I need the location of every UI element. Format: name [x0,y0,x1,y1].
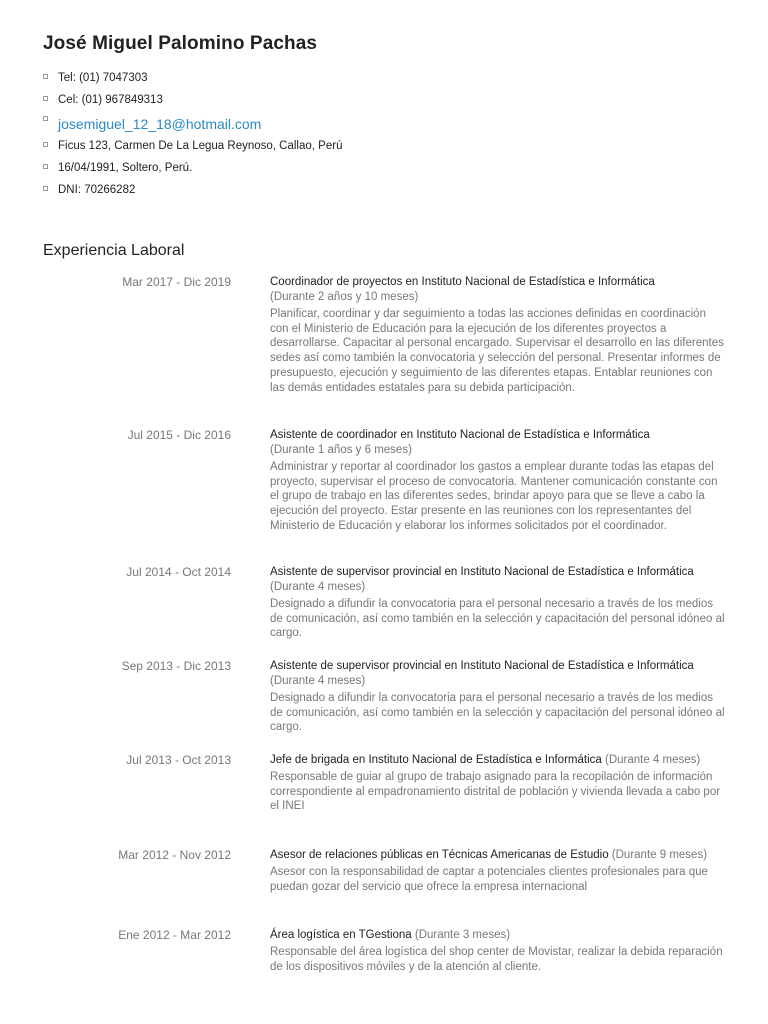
job-duration: (Durante 4 meses) [270,581,366,593]
job-title-line [270,753,725,768]
job-title: Asistente de supervisor provincial en Instituto Nacional de Estadística e Informática [270,660,694,672]
email-link[interactable]: josemiguel_12_18@hotmail.com [58,116,262,132]
job-description: Responsable del área logística del shop center de Movistar, realizar la debida reparación de los dispositivos móviles y de la atención al cliente. [270,946,723,973]
cell-text: Cel: (01) 967849313 [58,94,163,106]
job-description: Responsable de guiar al grupo de trabajo asignado para la recopilación de información correspondiente al empadronamiento distrital de población y vivienda llevada a cabo por el INEI [270,771,721,813]
job-title: Área logística en TGestiona [270,929,412,941]
job-title: Asistente de supervisor provincial en Instituto Nacional de Estadística e Informática [270,566,694,578]
job-title: Coordinador de proyectos en Instituto Nacional de Estadística e Informática [270,276,655,288]
job-body [270,428,725,534]
job-description: Designado a difundir la convocatoria para el personal necesario a través de los medios de comunicación, así como también en la selección y capacitación del personal idóneo al cargo. [270,598,725,640]
job-body [270,753,725,814]
bullet-icon [43,116,48,121]
job-date: Jul 2013 - Oct 2013 [126,753,231,767]
job-date: Mar 2017 - Dic 2019 [122,275,231,289]
job-title-line [270,275,725,305]
job-title-line [270,848,725,863]
contact-birth [43,162,342,184]
job-date: Jul 2014 - Oct 2014 [126,565,231,579]
job-body [270,848,725,894]
candidate-name: José Miguel Palomino Pachas [43,33,318,54]
job-description: Administrar y reportar al coordinador los gastos a emplear durante todas las etapas del proyecto, supervisar el proceso de convocatoria. Mantener comunicación constante con el grupo de trabajo en las diferentes sedes, brindar apoyo para que se lleve a cabo la ejecución del proyecto. Estar presente en las reuniones con los representantes del Ministerio de Educación y elaborar los informes solicitados por el coordinador. [270,461,718,532]
job-body [270,659,725,735]
job-title: Asesor de relaciones públicas en Técnicas Americanas de Estudio [270,849,609,861]
contact-cell [43,94,342,116]
job-date: Ene 2012 - Mar 2012 [118,928,231,942]
job-description: Designado a difundir la convocatoria para el personal necesario a través de los medios de comunicación, así como también en la selección y capacitación del personal idóneo al cargo. [270,692,725,734]
job-title-line [270,928,725,943]
birth-text: 16/04/1991, Soltero, Perú. [58,162,193,174]
job-description: Planificar, coordinar y dar seguimiento a todas las acciones definidas en coordinación con el Ministerio de Educación para la ejecución de los diferentes proyectos a desarrollarse. Capacitar al personal encargado. Supervisar el desarrollo en las diferentes sedes así como también la convocatoria y selección del personal. Presentar informes de presupuesto, ejecución y seguimiento de las diferentes etapas. Entablar reuniones con las demás entidades estatales para su debida participación. [270,308,724,394]
job-body [270,928,725,974]
phone-text: Tel: (01) 7047303 [58,72,148,84]
contact-phone [43,72,342,94]
job-duration: (Durante 9 meses) [611,849,708,861]
job-duration: (Durante 3 meses) [414,929,511,941]
bullet-icon [43,142,48,147]
job-date: Jul 2015 - Dic 2016 [127,428,231,442]
job-duration: (Durante 4 meses) [270,675,366,687]
bullet-icon [43,186,48,191]
contact-email[interactable] [43,116,342,140]
job-title-line [270,565,725,595]
bullet-icon [43,164,48,169]
job-title-line [270,428,725,458]
job-duration: (Durante 2 años y 10 meses) [270,291,419,303]
job-body [270,565,725,641]
bullet-icon [43,96,48,101]
section-title-experience: Experiencia Laboral [43,242,185,259]
bullet-icon [43,74,48,79]
job-description: Asesor con la responsabilidad de captar a potenciales clientes profesionales para que puedan gozar del servicio que ofrece la empresa internacional [270,866,708,893]
job-title: Asistente de coordinador en Instituto Nacional de Estadística e Informática [270,429,650,441]
job-title: Jefe de brigada en Instituto Nacional de Estadística e Informática [270,754,602,766]
contact-dni [43,184,342,206]
job-duration: (Durante 4 meses) [604,754,701,766]
address-text: Ficus 123, Carmen De La Legua Reynoso, Callao, Perú [58,140,343,152]
job-date: Mar 2012 - Nov 2012 [118,848,231,862]
job-title-line [270,659,725,689]
dni-text: DNI: 70266282 [58,184,136,196]
job-date: Sep 2013 - Dic 2013 [121,659,231,673]
contact-list [43,72,342,206]
job-duration: (Durante 1 años y 6 meses) [270,444,412,456]
contact-address [43,140,342,162]
job-body [270,275,725,395]
